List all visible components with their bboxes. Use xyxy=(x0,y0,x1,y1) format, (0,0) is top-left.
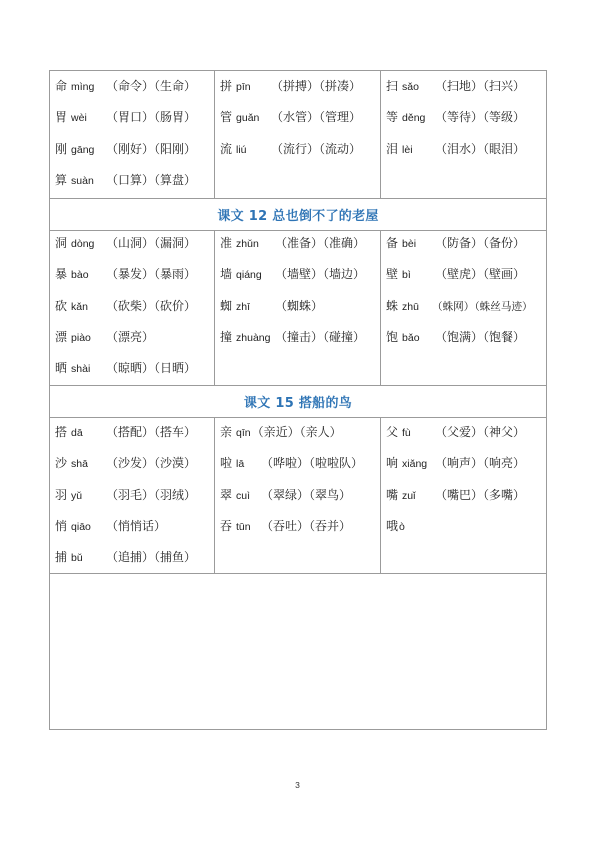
vocab-entry xyxy=(220,448,380,479)
hanzi: 管 xyxy=(220,110,233,125)
hanzi: 父 xyxy=(386,425,399,439)
pinyin: shā xyxy=(71,458,88,471)
example-words: （命令）（生命） xyxy=(106,79,197,93)
pinyin: pīn xyxy=(236,81,251,93)
pinyin: bì xyxy=(402,269,411,282)
pinyin: lā xyxy=(236,458,245,471)
hanzi: 羽 xyxy=(55,487,68,502)
lesson-heading: 课文 15 搭船的鸟 xyxy=(243,396,353,411)
headword xyxy=(55,102,102,134)
headword xyxy=(55,228,102,260)
vocab-entry xyxy=(55,542,214,573)
example-words: （暴发）（暴雨） xyxy=(106,267,197,282)
example-words: （壁虎）（壁画） xyxy=(435,267,526,282)
vocab-entry xyxy=(220,291,380,322)
example-words: （漂亮） xyxy=(106,329,155,344)
example-words: （父爱）（神父） xyxy=(435,425,526,439)
hanzi: 备 xyxy=(386,236,399,250)
headword xyxy=(55,291,102,323)
example-words: （胃口）（肠胃） xyxy=(106,110,197,125)
example-words: （水管）（管理） xyxy=(271,110,362,125)
pinyin: lèi xyxy=(402,143,413,156)
example-words: （沙发）（沙漠） xyxy=(106,456,197,471)
vocab-row xyxy=(50,417,546,573)
hanzi: 暴 xyxy=(55,267,68,282)
vocab-entry xyxy=(386,511,546,542)
headword xyxy=(55,259,102,291)
blank-writing-area xyxy=(50,573,546,729)
example-words: （扫地）（扫兴） xyxy=(435,79,526,93)
hanzi: 亲 xyxy=(220,425,233,439)
hanzi: 蜘 xyxy=(220,298,233,313)
vocab-entry xyxy=(220,322,380,353)
lesson-heading-row xyxy=(50,385,546,417)
example-words: （吞吐）（吞并） xyxy=(261,518,352,533)
pinyin: qiāo xyxy=(71,520,91,533)
hanzi: 撞 xyxy=(220,329,233,344)
hanzi: 拼 xyxy=(220,79,233,93)
vocab-column xyxy=(50,231,214,385)
pinyin: piào xyxy=(71,331,91,344)
example-words: （口算）（算盘） xyxy=(106,172,197,187)
vocab-entry xyxy=(55,448,214,479)
headword xyxy=(55,165,102,197)
example-words: （等待）（等级） xyxy=(435,110,526,125)
example-words: （泪水）（眼泪） xyxy=(435,141,526,156)
headword xyxy=(220,480,257,512)
hanzi: 算 xyxy=(55,172,68,187)
headword xyxy=(386,228,431,260)
vocab-entry xyxy=(55,511,214,542)
pinyin: mìng xyxy=(71,81,95,93)
hanzi: 哦 xyxy=(386,518,399,533)
headword xyxy=(386,134,431,166)
vocab-entry xyxy=(386,259,546,290)
pinyin: bào xyxy=(71,269,89,282)
vocab-entry xyxy=(55,134,214,165)
vocab-entry xyxy=(55,259,214,290)
hanzi: 嘴 xyxy=(386,487,399,502)
example-words: （响声）（响亮） xyxy=(435,456,526,471)
hanzi: 沙 xyxy=(55,456,68,471)
vocab-entry xyxy=(55,322,214,353)
headword xyxy=(55,480,102,512)
hanzi: 泪 xyxy=(386,141,399,156)
hanzi: 漂 xyxy=(55,329,68,344)
pinyin: yǔ xyxy=(71,489,83,502)
example-words: （嘴巴）（多嘴） xyxy=(435,487,526,502)
example-words: （哗啦）（啦啦队） xyxy=(261,456,364,471)
pinyin: wèi xyxy=(71,112,87,125)
vocab-entry xyxy=(55,228,214,259)
headword xyxy=(55,417,102,449)
headword xyxy=(55,134,102,166)
headword xyxy=(55,542,102,574)
pinyin: suàn xyxy=(71,174,94,187)
headword xyxy=(386,102,431,134)
headword xyxy=(386,448,431,480)
example-words: （防备）（备份） xyxy=(435,236,526,250)
pinyin: zhǔn xyxy=(236,238,259,250)
hanzi: 刚 xyxy=(55,141,68,156)
example-words: （悄悄话） xyxy=(106,518,167,533)
hanzi: 吞 xyxy=(220,518,233,533)
headword xyxy=(220,102,267,134)
example-words: （饱满）（饱餐） xyxy=(435,329,526,344)
headword xyxy=(220,511,257,543)
hanzi: 等 xyxy=(386,110,399,125)
example-words: （羽毛）（羽绒） xyxy=(106,487,197,502)
headword xyxy=(220,291,271,323)
pinyin: zhū xyxy=(402,300,419,313)
pinyin: qīn xyxy=(236,427,251,439)
hanzi: 晒 xyxy=(55,361,68,376)
headword xyxy=(220,417,251,449)
hanzi: 悄 xyxy=(55,518,68,533)
hanzi: 胃 xyxy=(55,110,68,125)
hanzi: 墙 xyxy=(220,267,233,282)
pinyin: xiǎng xyxy=(402,458,428,471)
vocab-row xyxy=(50,71,546,198)
vocab-entry xyxy=(220,134,380,165)
hanzi: 响 xyxy=(386,456,399,471)
pinyin: bèi xyxy=(402,238,417,250)
example-words: （拼搏）（拼凑） xyxy=(271,79,362,93)
example-words: （蜘蛛） xyxy=(275,298,324,313)
vocab-entry xyxy=(55,417,214,448)
pinyin: kǎn xyxy=(71,300,88,313)
pinyin: bǎo xyxy=(402,331,420,344)
hanzi: 捕 xyxy=(55,550,68,565)
vocab-entry xyxy=(55,353,214,384)
pinyin: qiáng xyxy=(236,269,262,282)
vocab-column xyxy=(214,71,380,198)
pinyin: děng xyxy=(402,112,426,125)
example-words: （追捕）（捕鱼） xyxy=(106,550,197,565)
example-words: （撞击）（碰撞） xyxy=(275,329,366,344)
vocab-entry xyxy=(220,259,380,290)
hanzi: 啦 xyxy=(220,456,233,471)
hanzi: 命 xyxy=(55,79,68,93)
hanzi: 准 xyxy=(220,236,233,250)
example-words: （山洞）（漏洞） xyxy=(106,236,197,250)
pinyin: zuǐ xyxy=(402,489,416,502)
example-words: （晾晒）（日晒） xyxy=(106,361,197,376)
example-words: （准备）（准确） xyxy=(275,236,366,250)
hanzi: 翠 xyxy=(220,487,233,502)
headword xyxy=(220,71,267,103)
vocab-entry xyxy=(386,134,546,165)
hanzi: 壁 xyxy=(386,267,399,282)
headword xyxy=(386,291,431,323)
example-words: （翠绿）（翠鸟） xyxy=(261,487,352,502)
vocab-column xyxy=(214,418,380,573)
vocab-entry xyxy=(220,228,380,259)
vocab-entry xyxy=(220,511,380,542)
headword xyxy=(386,322,431,354)
vocab-entry xyxy=(386,291,546,322)
headword xyxy=(220,448,257,480)
example-words: （流行）（流动） xyxy=(271,141,362,156)
pinyin: gāng xyxy=(71,143,95,156)
vocab-entry xyxy=(220,480,380,511)
headword xyxy=(55,448,102,480)
vocab-entry xyxy=(220,417,380,448)
page-number: 3 xyxy=(295,780,300,790)
vocab-entry xyxy=(55,102,214,133)
headword xyxy=(220,322,271,354)
example-words: （蛛网）（蛛丝马迹） xyxy=(432,300,533,313)
pinyin: liú xyxy=(236,143,247,156)
headword xyxy=(220,134,267,166)
vocab-entry xyxy=(55,71,214,102)
vocab-column xyxy=(380,71,546,198)
vocab-entry xyxy=(386,480,546,511)
pinyin: dòng xyxy=(71,238,95,250)
pinyin: bǔ xyxy=(71,552,83,565)
vocab-entry xyxy=(386,102,546,133)
vocab-entry xyxy=(55,480,214,511)
vocabulary-table xyxy=(49,70,547,730)
hanzi: 搭 xyxy=(55,425,68,439)
vocab-entry xyxy=(386,228,546,259)
pinyin: fù xyxy=(402,427,411,439)
vocab-entry xyxy=(220,102,380,133)
example-words: （搭配）（搭车） xyxy=(106,425,197,439)
headword xyxy=(386,259,431,291)
pinyin: ò xyxy=(399,520,405,533)
pinyin: zhuàng xyxy=(236,331,271,344)
example-words: （墙壁）（墙边） xyxy=(275,267,366,282)
vocab-entry xyxy=(220,71,380,102)
hanzi: 流 xyxy=(220,141,233,156)
example-words: （砍柴）（砍价） xyxy=(106,298,197,313)
example-words: （亲近）（亲人） xyxy=(251,425,342,439)
hanzi: 饱 xyxy=(386,329,399,344)
vocab-column xyxy=(380,231,546,385)
headword xyxy=(386,71,431,103)
pinyin: zhī xyxy=(236,300,251,313)
vocab-entry xyxy=(55,291,214,322)
vocab-row xyxy=(50,230,546,385)
pinyin: tūn xyxy=(236,520,251,533)
vocab-column xyxy=(50,71,214,198)
headword xyxy=(55,71,102,103)
vocab-entry xyxy=(386,322,546,353)
vocab-entry xyxy=(386,448,546,479)
headword xyxy=(220,228,271,260)
vocab-entry xyxy=(55,165,214,196)
headword xyxy=(386,480,431,512)
hanzi: 砍 xyxy=(55,298,68,313)
headword xyxy=(55,322,102,354)
vocab-entry xyxy=(386,417,546,448)
headword xyxy=(386,511,431,543)
vocab-entry xyxy=(386,71,546,102)
vocab-column xyxy=(50,418,214,573)
hanzi: 洞 xyxy=(55,236,68,250)
hanzi: 蛛 xyxy=(386,298,399,313)
hanzi: 扫 xyxy=(386,79,399,93)
headword xyxy=(55,353,102,385)
pinyin: dā xyxy=(71,427,83,439)
pinyin: shài xyxy=(71,363,91,376)
lesson-heading: 课文 12 总也倒不了的老屋 xyxy=(217,209,379,224)
vocab-column xyxy=(380,418,546,573)
pinyin: cuì xyxy=(236,489,251,502)
lesson-heading-row xyxy=(50,198,546,230)
pinyin: guǎn xyxy=(236,112,260,125)
headword xyxy=(386,417,431,449)
pinyin: sǎo xyxy=(402,81,419,93)
headword xyxy=(220,259,271,291)
vocab-column xyxy=(214,231,380,385)
headword xyxy=(55,511,102,543)
example-words: （刚好）（阳刚） xyxy=(106,141,197,156)
